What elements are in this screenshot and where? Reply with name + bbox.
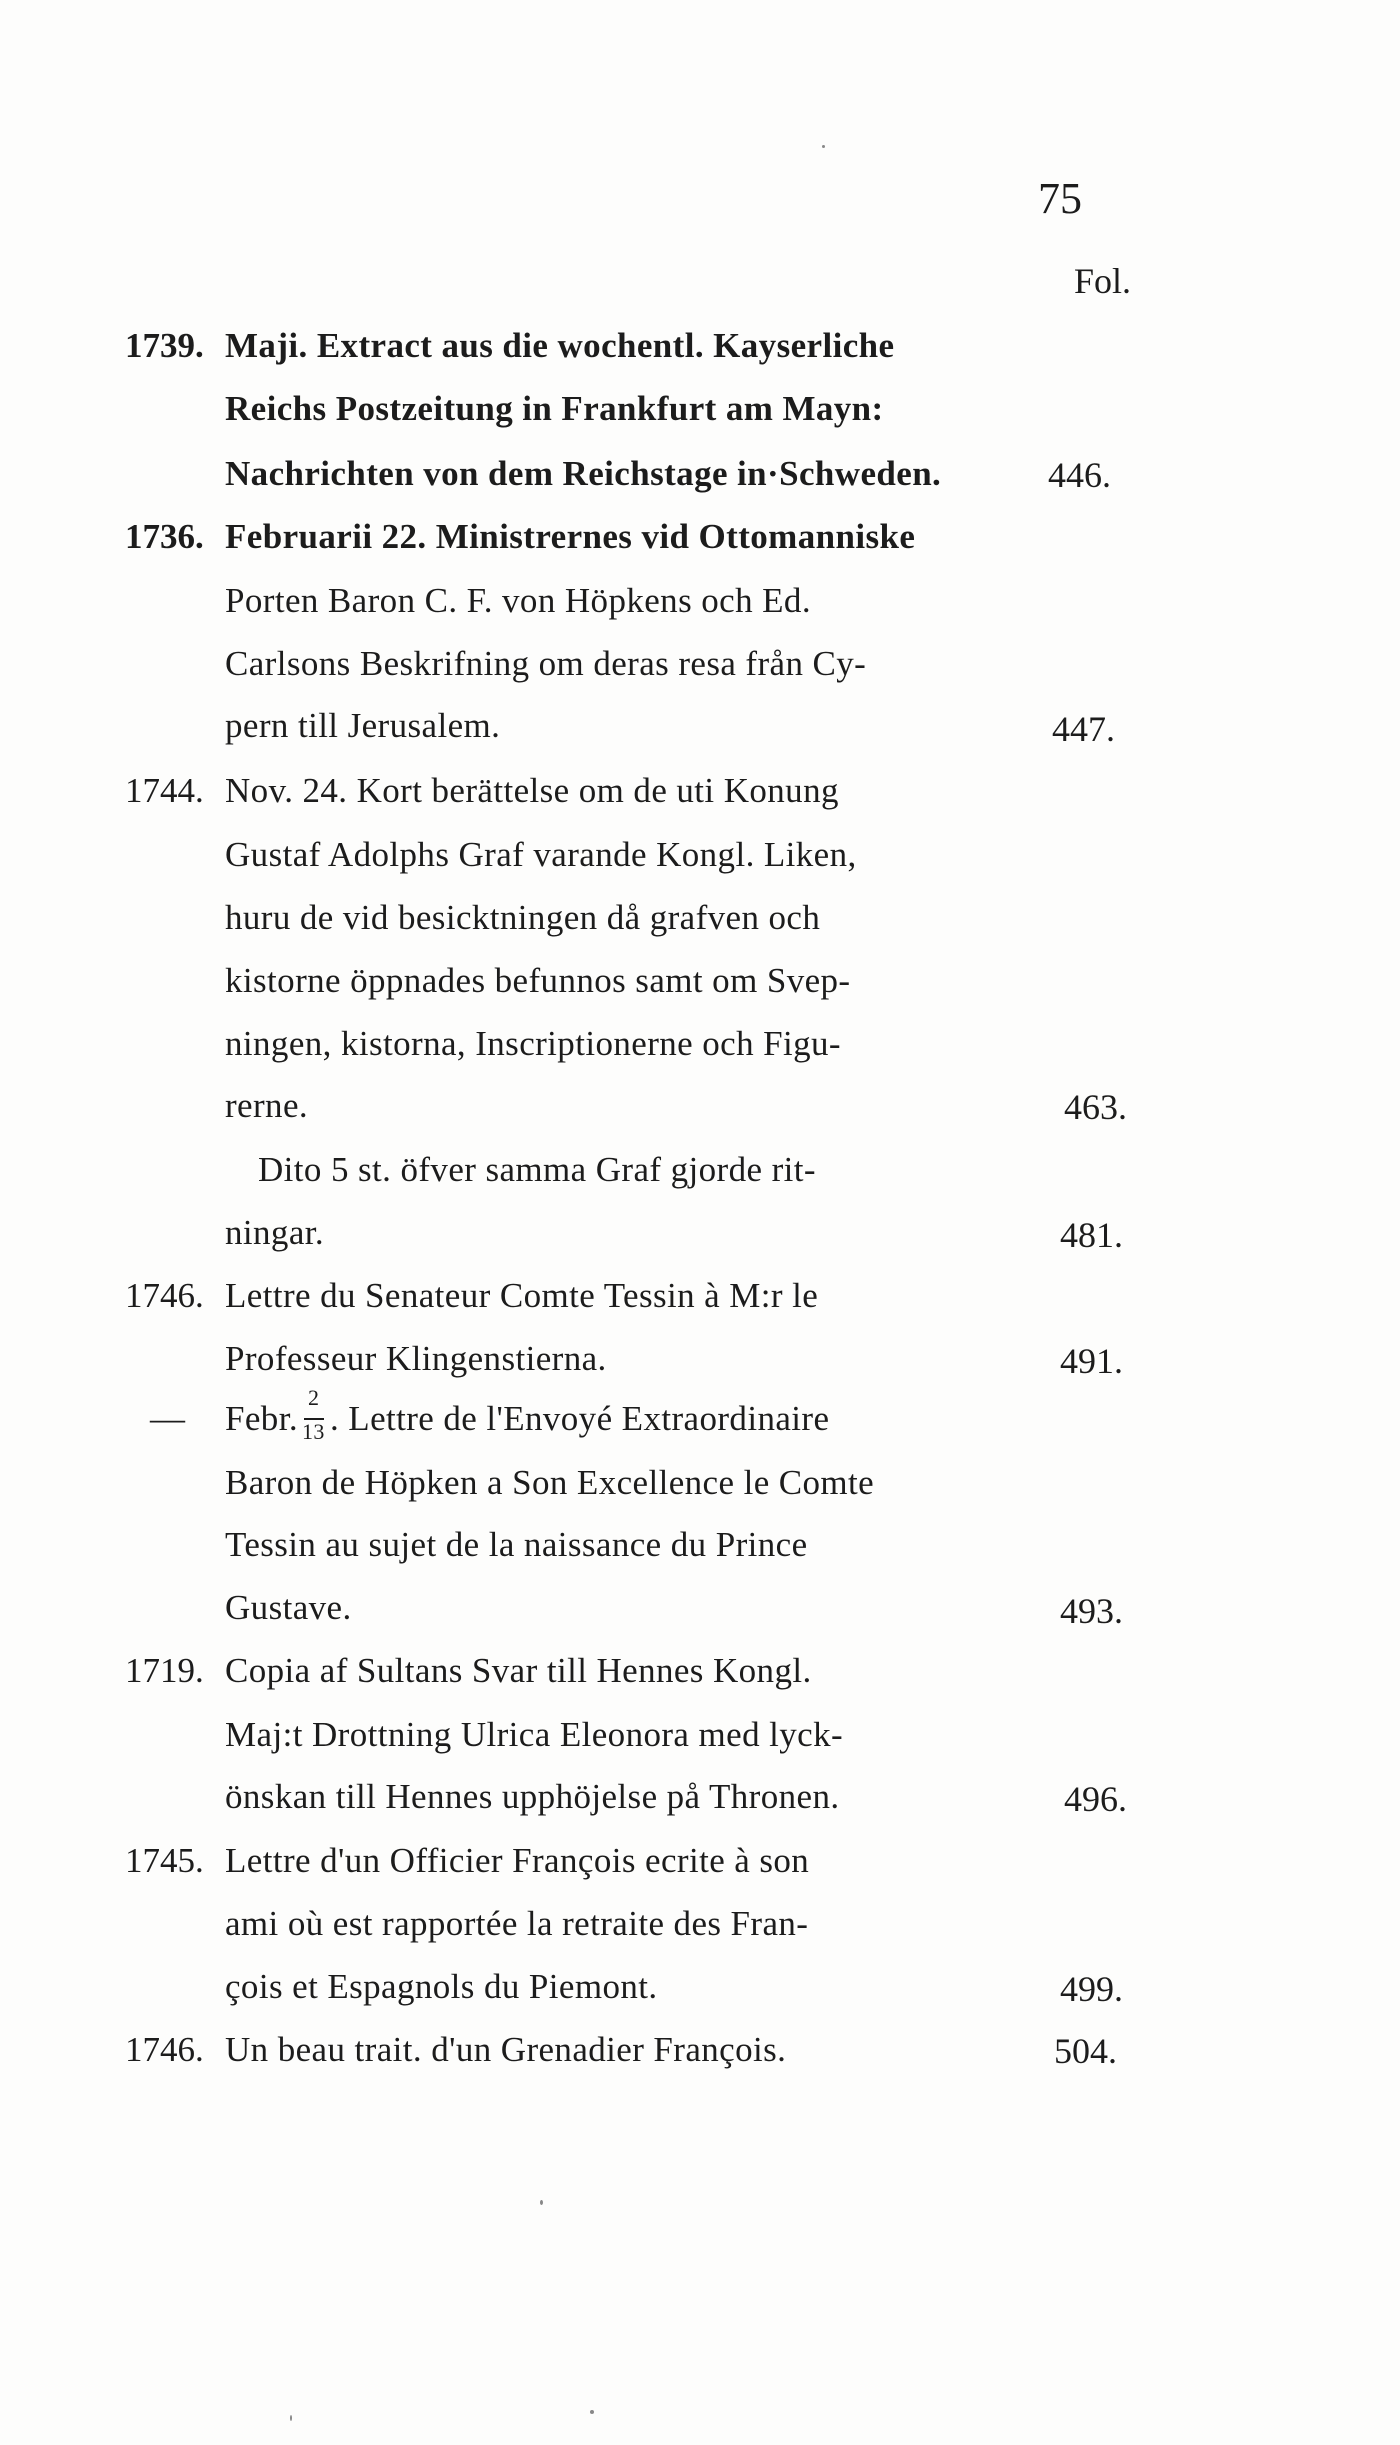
entry-text-line: Maj:t Drottning Ulrica Eleonora med lyck- bbox=[225, 1715, 844, 1754]
entry-folio: 463. bbox=[1064, 1087, 1127, 1127]
entry-text-line: Baron de Höpken a Son Excellence le Comte bbox=[225, 1463, 875, 1502]
entry-text-line: Nov. 24. Kort berättelse om de uti Konung bbox=[225, 771, 839, 810]
entry-text-line: Gustave. bbox=[225, 1588, 352, 1627]
date-fraction bbox=[301, 1385, 326, 1444]
entry-text-line: ningar. bbox=[225, 1213, 325, 1252]
page-number: 75 bbox=[1038, 174, 1082, 223]
entry-folio: 481. bbox=[1060, 1215, 1123, 1255]
entry-text: . Lettre de l'Envoyé Extraordinaire bbox=[329, 1399, 830, 1438]
entry-text-line: pern till Jerusalem. bbox=[225, 706, 501, 745]
scan-speck bbox=[590, 2410, 594, 2414]
entry-year: 1746. bbox=[125, 2030, 204, 2069]
entry-text-line: ami où est rapportée la retraite des Fran- bbox=[225, 1904, 809, 1943]
scan-speck bbox=[822, 145, 825, 148]
entry-text-line: Februarii 22. Ministrernes vid Ottomanniske bbox=[225, 517, 916, 556]
entry-year: 1746. bbox=[125, 1276, 204, 1315]
folio-column-label: Fol. bbox=[1074, 261, 1132, 301]
entry-text-line: Dito 5 st. öfver samma Graf gjorde rit- bbox=[258, 1150, 816, 1189]
entry-folio: 504. bbox=[1054, 2031, 1117, 2071]
entry-folio: 446. bbox=[1048, 455, 1111, 495]
entry-text-line: Maji. Extract aus die wochentl. Kayserliche bbox=[225, 326, 895, 365]
entry-text-line: kistorne öppnades befunnos samt om Svep- bbox=[225, 961, 851, 1000]
entry-month: Febr. bbox=[225, 1399, 298, 1438]
entry-text-line: Lettre d'un Officier François ecrite à son bbox=[225, 1841, 810, 1880]
entry-text-line: Reichs Postzeitung in Frankfurt am Mayn: bbox=[225, 389, 884, 428]
entry-year: 1736. bbox=[125, 517, 204, 556]
entry-text-line: Porten Baron C. F. von Höpkens och Ed. bbox=[225, 581, 811, 620]
entry-text-line bbox=[225, 1385, 830, 1444]
fraction-denominator: 13 bbox=[301, 1419, 325, 1444]
fraction-numerator: 2 bbox=[307, 1385, 320, 1410]
entry-text-line: Carlsons Beskrifning om deras resa från Cy- bbox=[225, 644, 867, 683]
entry-text-line: Gustaf Adolphs Graf varande Kongl. Liken, bbox=[225, 835, 857, 874]
entry-text-line: Tessin au sujet de la naissance du Prince bbox=[225, 1525, 808, 1564]
entry-text-line: önskan till Hennes upphöjelse på Thronen. bbox=[225, 1777, 840, 1816]
entry-text-line: Un beau trait. d'un Grenadier François. bbox=[225, 2030, 787, 2069]
entry-folio: 499. bbox=[1060, 1969, 1123, 2009]
entry-folio: 447. bbox=[1052, 709, 1115, 749]
entry-text-line: Lettre du Senateur Comte Tessin à M:r le bbox=[225, 1276, 819, 1315]
entry-folio: 491. bbox=[1060, 1341, 1123, 1381]
entry-folio: 493. bbox=[1060, 1591, 1123, 1631]
entry-text-line: huru de vid besicktningen då grafven och bbox=[225, 898, 821, 937]
scan-speck bbox=[540, 2200, 543, 2205]
entry-text-line: ningen, kistorna, Inscriptionerne och Figu- bbox=[225, 1024, 841, 1063]
entry-year: 1739. bbox=[125, 326, 204, 365]
entry-year: 1744. bbox=[125, 771, 204, 810]
scan-speck bbox=[290, 2415, 292, 2421]
entry-text-line: Copia af Sultans Svar till Hennes Kongl. bbox=[225, 1651, 812, 1690]
entry-year: 1719. bbox=[125, 1651, 204, 1690]
entry-text-line: Professeur Klingenstierna. bbox=[225, 1339, 607, 1378]
entry-text-line: Nachrichten von dem Reichstage in·Schweden. bbox=[225, 454, 942, 493]
entry-text-line: çois et Espagnols du Piemont. bbox=[225, 1967, 658, 2006]
entry-folio: 496. bbox=[1064, 1779, 1127, 1819]
entry-text-line: rerne. bbox=[225, 1086, 309, 1125]
entry-year: 1745. bbox=[125, 1841, 204, 1880]
entry-dash: — bbox=[150, 1399, 185, 1438]
